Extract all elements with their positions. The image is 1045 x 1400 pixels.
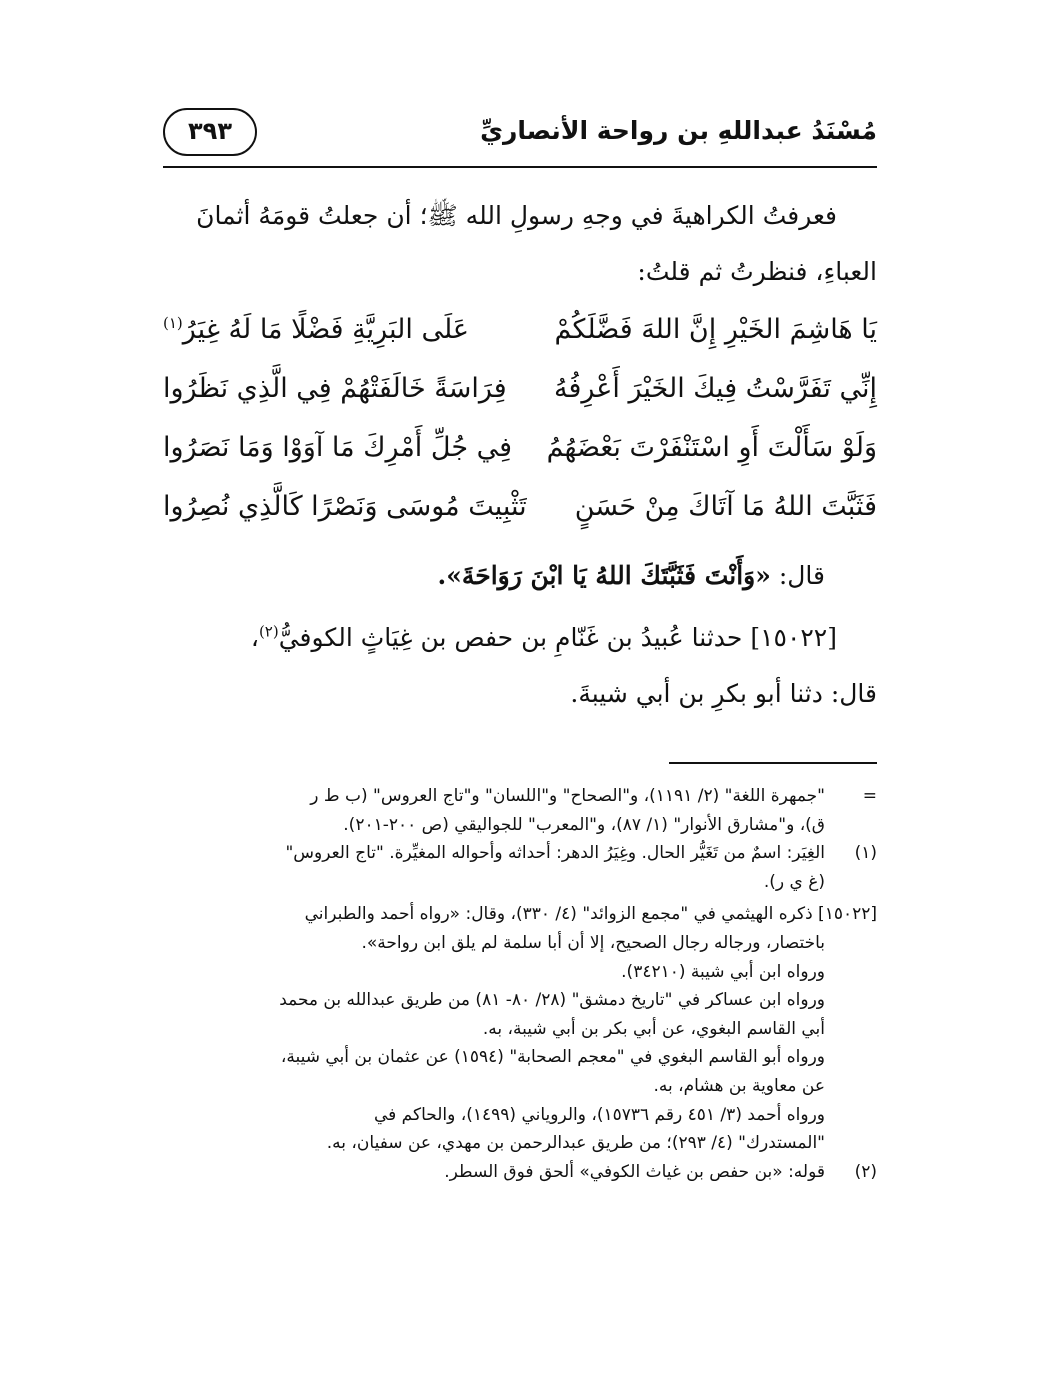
main-text (163, 188, 877, 722)
hadith-number: [١٥٠٢٢] (750, 623, 837, 652)
footnote-ref: (٢) (258, 622, 279, 641)
verse-second-hemistich: فِرَاسَةً خَالَفَتْهُمْ فِي الَّذِي نَظَرُوا (163, 373, 507, 404)
continued-mark: = (862, 786, 877, 806)
running-title: مُسْنَدُ عبداللهِ بن رواحة الأنصاريِّ (480, 116, 877, 145)
footnotes (163, 782, 877, 1186)
verse (163, 485, 877, 544)
poem (163, 308, 877, 544)
verse (163, 426, 877, 485)
verse (163, 308, 877, 367)
hadith-line-1: حدثنا عُبيدُ بن غَنّامِ بن حفص بن غِيَاثٍ الكوفيُّ (278, 623, 743, 652)
verse-first-hemistich: فَثَبَّتَ اللهُ مَا آتَاكَ مِنْ حَسَنٍ (574, 491, 877, 522)
footnote-ref: (١) (163, 314, 183, 332)
verse-second-hemistich: تَثْبِيتَ مُوسَى وَنَصْرًا كَالَّذِي نُصِرُوا (163, 491, 527, 522)
page-number-badge: ٣٩٣ (163, 108, 257, 156)
verse (163, 367, 877, 426)
hadith-takhrij-note: [١٥٠٢٢] ذكره الهيثمي في "مجمع الزوائد" (٤/ ٣٣٠)، وقال: «رواه أحمد والطبراني باختصار، ورجاله رجال الصحيح، إلا أن أبا سلمة لم يلق ابن رواحة». ورواه ابن أبي شيبة (٣٤٢١٠). ورواه ابن عساكر في "تاريخ دمشق" (٢٨/ ٨٠- ٨١) من طريق عبدالله بن محمد أبي القاسم البغوي، عن أبي بكر بن أبي شيبة، به. ورواه أبو القاسم البغوي في "معجم الصحابة" (١٥٩٤) عن عثمان بن أبي شيبة، عن معاوية بن هشام، به. ورواه أحمد (٣/ ٤٥١ رقم ١٥٧٣٦)، والروياني (١٤٩٩)، والحاكم في "المستدرك" (٤/ ٢٩٣)؛ من طريق عبدالرحمن بن مهدي، عن سفيان، به. (279, 904, 877, 1154)
footnote-mark: (١) (854, 843, 877, 864)
footnote-separator (669, 762, 877, 764)
page-header (163, 108, 877, 156)
verse-first-hemistich: وَلَوْ سَأَلْتَ أَوِ اسْتَنْفَرْتَ بَعْضَهُمُ (546, 432, 877, 463)
prophet-quote: «وَأَنْتَ فَثَبَّتَكَ اللهُ يَا ابْنَ رَوَاحَةَ». (437, 561, 771, 590)
hadith-line-2: قال: دثنا أبو بكرِ بن أبي شيبةَ. (570, 679, 877, 708)
footnote-continued: = "جمهرة اللغة" (٢/ ١١٩١)، و"الصحاح" و"اللسان" و"تاج العروس" (ب ط ر ق)، و"مشارق الأنوار" (١/ ٨٧)، و"المعرب" للجواليقي (ص ٢٠٠-٢٠١). (163, 782, 877, 839)
intro-line-1: فعرفتُ الكراهيةَ في وجهِ رسولِ الله ﷺ؛ أن جعلتُ قومَهُ أثمانَ (196, 201, 837, 230)
qala-label: قال: (778, 561, 825, 590)
verse-first-hemistich: يَا هَاشِمَ الخَيْرِ إِنَّ اللهَ فَضَّلَكُمْ (554, 314, 877, 345)
intro-paragraph (163, 188, 877, 300)
footnote-1: (١) الغِيَر: اسمٌ من تَغَيُّر الحال. وغِيَرُ الدهر: أحداثه وأحواله المغيِّرة. "تاج العروس" (غ ي ر). (163, 839, 877, 896)
header-rule (163, 166, 877, 168)
intro-line-2: العباءِ، فنظرتُ ثم قلتُ: (637, 257, 877, 286)
verse-first-hemistich: إِنِّي تَفَرَّسْتُ فِيكَ الخَيْرَ أَعْرِفُهُ (554, 373, 877, 404)
footnote-mark: (٢) (854, 1161, 877, 1182)
prophet-reply (163, 548, 877, 604)
footnote-2: (٢) قوله: «بن حفص بن غياث الكوفي» ألحق فوق السطر. (163, 1158, 877, 1187)
verse-second-hemistich: عَلَى البَرِيَّةِ فَضْلًا مَا لَهُ غِيَرُ$^{(١)}$ (163, 314, 469, 345)
hadith-chain: [١٥٠٢٢] حدثنا عُبيدُ بن غَنّامِ بن حفص بن غِيَاثٍ الكوفيُّ$^{(٢)}$، قال: دثنا أبو بكرِ بن أبي شيبةَ. (250, 622, 877, 708)
verse-second-hemistich: فِي جُلِّ أَمْرِكَ مَا آوَوْا وَمَا نَصَرُوا (163, 432, 513, 463)
